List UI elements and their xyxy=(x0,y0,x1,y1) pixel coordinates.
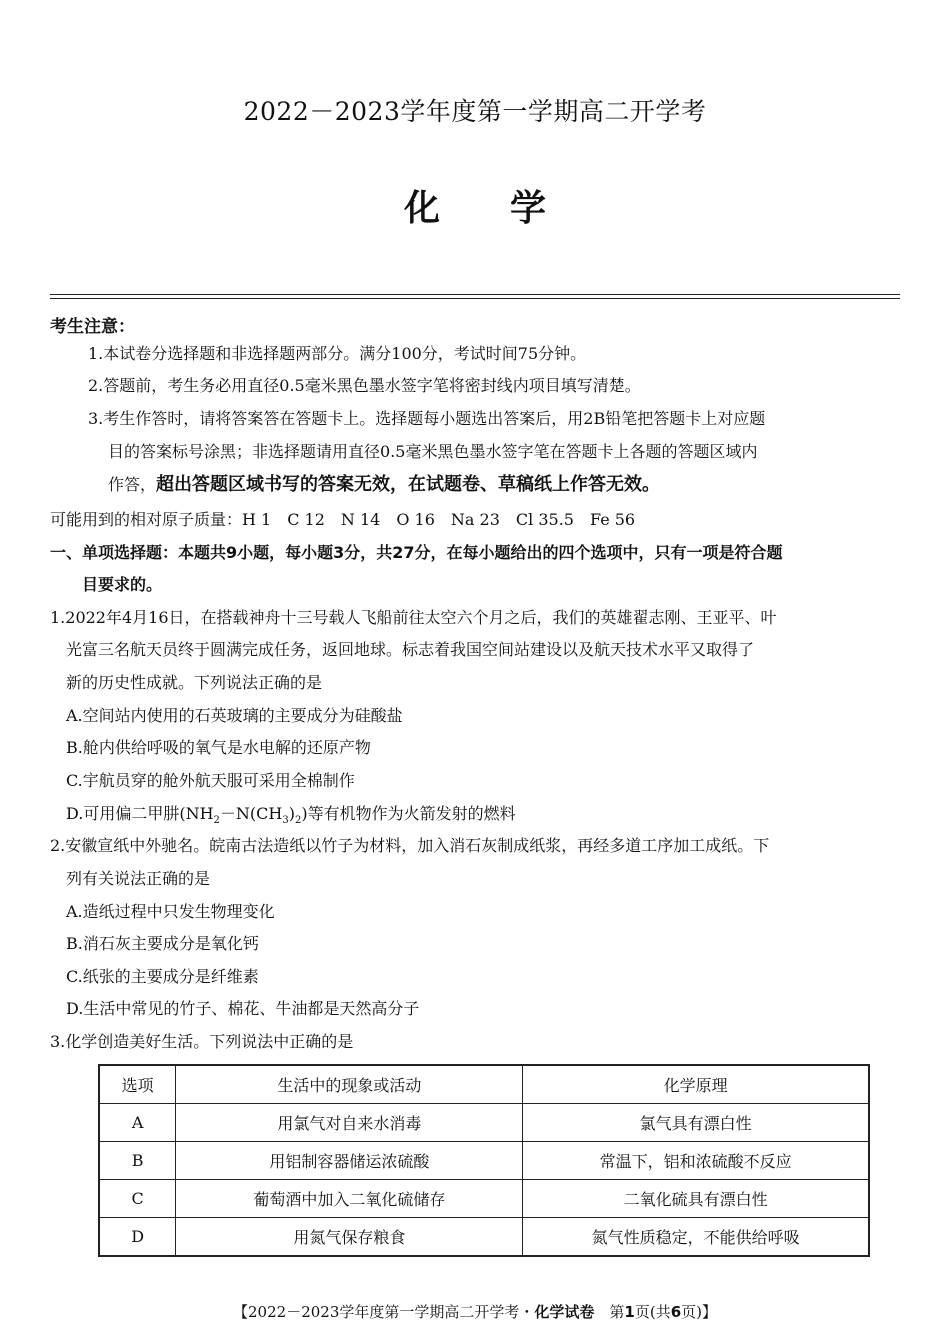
table-cell: 二氧化硫具有漂白性 xyxy=(523,1180,869,1218)
section-1-title-line-1: 一、单项选择题：本题共9小题，每小题3分，共27分，在每小题给出的四个选项中，只有一项是符合题 xyxy=(50,543,783,562)
footer-exam-name: 2022－2023学年度第一学期高二开学考・ xyxy=(248,1303,535,1321)
subject-title: 化学 xyxy=(403,187,616,229)
table-cell: 用铝制容器储运浓硫酸 xyxy=(176,1142,523,1180)
table-cell: 氯气具有漂白性 xyxy=(523,1104,869,1142)
table-cell: 用氮气保存粮食 xyxy=(176,1218,523,1257)
notice-emphasis: 超出答题区域书写的答案无效，在试题卷、草稿纸上作答无效。 xyxy=(156,474,661,495)
table-cell: B xyxy=(99,1142,176,1180)
notice-item-3-line-2: 目的答案标号涂黑；非选择题请用直径0.5毫米黑色墨水签字笔在答题卡上各题的答题区域内 xyxy=(108,442,758,461)
q1-stem-line-3: 新的历史性成就。下列说法正确的是 xyxy=(66,673,323,692)
notice-heading: 考生注意： xyxy=(50,317,135,337)
table-cell: 氮气性质稳定，不能供给呼吸 xyxy=(523,1218,869,1257)
notice-item-3-line-1: 3.考生作答时，请将答案答在答题卡上。选择题每小题选出答案后，用2B铅笔把答题卡上对应题 xyxy=(88,409,766,428)
header-rule-thin xyxy=(50,298,900,299)
q1-option-d-text-4: )等有机物作为火箭发射的燃料 xyxy=(301,804,516,823)
q1-option-a: A.空间站内使用的石英玻璃的主要成分为硅酸盐 xyxy=(66,706,403,725)
table-row xyxy=(99,1104,869,1142)
q2-stem-line-1: 2.安徽宣纸中外驰名。皖南古法造纸以竹子为材料，加入消石灰制成纸浆，再经多道工序加工成纸。下 xyxy=(50,836,770,855)
q1-stem-line-1: 1.2022年4月16日，在搭载神舟十三号载人飞船前往太空六个月之后，我们的英雄翟志刚、王亚平、叶 xyxy=(50,608,777,627)
table-header-row xyxy=(99,1065,869,1104)
q2-option-a: A.造纸过程中只发生物理变化 xyxy=(66,902,275,921)
table-cell: 用氯气对自来水消毒 xyxy=(176,1104,523,1142)
page-footer xyxy=(0,1301,950,1322)
exam-title: 2022－2023学年度第一学期高二开学考 xyxy=(243,97,707,126)
notice-item-3-line-3 xyxy=(108,475,660,495)
header-rule xyxy=(50,294,900,295)
table-cell: 常温下，铝和浓硫酸不反应 xyxy=(523,1142,869,1180)
section-1-title-line-2: 目要求的。 xyxy=(82,575,163,594)
q1-stem-line-2: 光富三名航天员终于圆满完成任务，返回地球。标志着我国空间站建设以及航天技术水平又取得了 xyxy=(66,640,755,659)
q1-option-d-text-2: －N(CH xyxy=(219,804,283,823)
table-header-cell: 化学原理 xyxy=(523,1065,869,1104)
table-header-cell: 生活中的现象或活动 xyxy=(176,1065,523,1104)
footer-page-label: 第 xyxy=(594,1303,625,1321)
q1-option-d-text-1: D.可用偏二甲肼(NH xyxy=(66,804,214,823)
q1-option-c: C.宇航员穿的舱外航天服可采用全棉制作 xyxy=(66,771,355,790)
footer-subject: 化学试卷 xyxy=(534,1303,595,1321)
footer-bracket: 【 xyxy=(233,1303,249,1321)
table-row xyxy=(99,1142,869,1180)
table-row xyxy=(99,1180,869,1218)
subscript: 2 xyxy=(213,815,220,827)
table-cell: 葡萄酒中加入二氧化硫储存 xyxy=(176,1180,523,1218)
q3-stem: 3.化学创造美好生活。下列说法中正确的是 xyxy=(50,1032,354,1051)
q3-table xyxy=(98,1064,870,1257)
footer-page-total: 6 xyxy=(670,1303,682,1321)
q1-option-d xyxy=(66,804,516,831)
table-cell: C xyxy=(99,1180,176,1218)
q1-option-d-text-3: ) xyxy=(288,804,295,823)
subscript: 3 xyxy=(282,815,289,827)
notice-item-1: 1.本试卷分选择题和非选择题两部分。满分100分，考试时间75分钟。 xyxy=(88,344,587,363)
q1-option-b: B.舱内供给呼吸的氧气是水电解的还原产物 xyxy=(66,738,371,757)
notice-item-2: 2.答题前，考生务必用直径0.5毫米黑色墨水签字笔将密封线内项目填写清楚。 xyxy=(88,376,641,395)
q2-option-b: B.消石灰主要成分是氧化钙 xyxy=(66,934,259,953)
footer-page-label: 页)】 xyxy=(681,1303,717,1321)
table-cell: A xyxy=(99,1104,176,1142)
q2-stem-line-2: 列有关说法正确的是 xyxy=(66,869,211,888)
table-row xyxy=(99,1218,869,1257)
subscript: 2 xyxy=(295,815,302,827)
footer-page-number: 1 xyxy=(624,1303,635,1321)
footer-page-label: 页(共 xyxy=(634,1303,671,1321)
table-header-cell: 选项 xyxy=(99,1065,176,1104)
q2-option-c: C.纸张的主要成分是纤维素 xyxy=(66,967,259,986)
notice-item-3-prefix: 作答， xyxy=(108,475,157,494)
q2-option-d: D.生活中常见的竹子、棉花、牛油都是天然高分子 xyxy=(66,999,420,1018)
atomic-masses: 可能用到的相对原子质量：H 1 C 12 N 14 O 16 Na 23 Cl 35.5 Fe 56 xyxy=(50,510,636,529)
table-cell: D xyxy=(99,1218,176,1257)
